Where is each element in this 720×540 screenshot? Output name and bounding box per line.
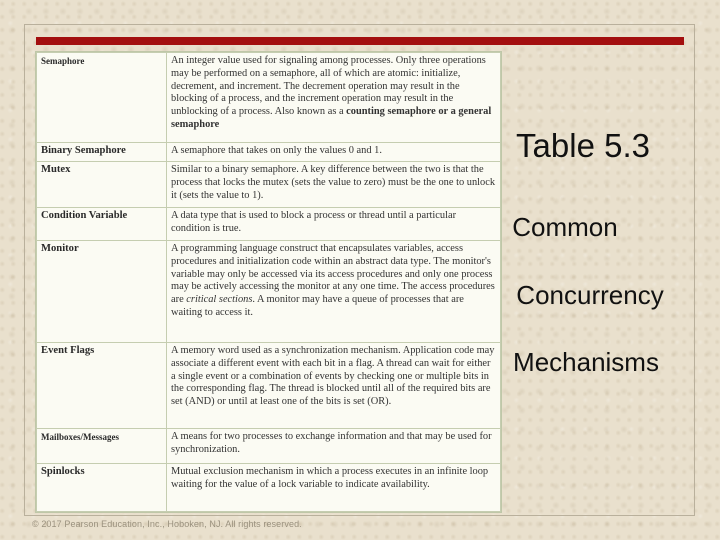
term-cell: Binary Semaphore <box>37 143 167 162</box>
definition-cell <box>167 241 501 343</box>
definition-text: . A monitor may have a queue of processes that are waiting to access it. <box>171 294 464 318</box>
definition-emphasis: counting semaphore or a general semaphore <box>171 106 492 130</box>
slide-title-line: Concurrency <box>516 280 664 310</box>
table-row <box>37 464 501 512</box>
definition-text: Mutual exclusion mechanism in which a process executes in an infinite loop waiting for the value of a lock variable to indicate availability. <box>171 466 489 490</box>
table-row <box>37 429 501 464</box>
term-cell: Monitor <box>37 241 167 343</box>
definition-text: A means for two processes to exchange information and that may be used for synchronization. <box>171 431 492 455</box>
definition-cell <box>167 208 501 241</box>
accent-bar <box>36 37 684 45</box>
definition-emphasis: critical sections <box>186 294 253 306</box>
table-row <box>37 241 501 343</box>
table-row <box>37 208 501 241</box>
slide-title-line: Common <box>512 212 618 242</box>
definition-cell <box>167 162 501 208</box>
definition-cell <box>167 429 501 464</box>
definition-text: A semaphore that takes on only the values 0 and 1. <box>171 145 382 156</box>
definition-cell <box>167 464 501 512</box>
definition-text: A memory word used as a synchronization mechanism. Application code may associate a different event with each bit in a flag. A thread can wait for either a single event or a combination of events by checking one or multiple bits in the corresponding flag. The thread is blocked until all of the required bits are set (AND) or until at least one of the bits is set (OR). <box>171 345 495 408</box>
definition-text: Similar to a binary semaphore. A key difference between the two is that the process that locks the mutex (sets the value to zero) must be the one to unlock it (sets the value to 1). <box>171 164 496 201</box>
table-row <box>37 162 501 208</box>
term-cell: Spinlocks <box>37 464 167 512</box>
definition-text: A data type that is used to block a process or thread until a particular condition is true. <box>171 210 457 234</box>
term-cell: Mailboxes/Messages <box>37 429 167 464</box>
table-row <box>37 53 501 143</box>
table-row <box>37 143 501 162</box>
definition-cell <box>167 53 501 143</box>
definition-cell <box>167 143 501 162</box>
term-cell: Semaphore <box>37 53 167 143</box>
concurrency-mechanisms-table <box>35 51 502 513</box>
term-cell: Mutex <box>37 162 167 208</box>
definition-text: An integer value used for signaling among processes. Only three operations may be performed on a semaphore, all of which are atomic: initialize, decrement, and increment. The decrement operation may result in the blocking of a process, and the increment operation may result in the unblocking of a process. Also known as a <box>171 55 486 118</box>
definition-cell <box>167 343 501 429</box>
term-cell: Event Flags <box>37 343 167 429</box>
slide-title-line: Mechanisms <box>513 347 659 377</box>
copyright-footer: © 2017 Pearson Education, Inc., Hoboken, NJ. All rights reserved. <box>32 519 302 529</box>
term-cell: Condition Variable <box>37 208 167 241</box>
table-row <box>37 343 501 429</box>
definition-text: A programming language construct that encapsulates variables, access procedures and initialization code within an abstract data type. The monitor's variable may only be accessed via its access procedures and only one process may be actively accessing the monitor at any one time. The access procedures are <box>171 243 495 306</box>
slide-title-table-number: Table 5.3 <box>516 127 650 164</box>
